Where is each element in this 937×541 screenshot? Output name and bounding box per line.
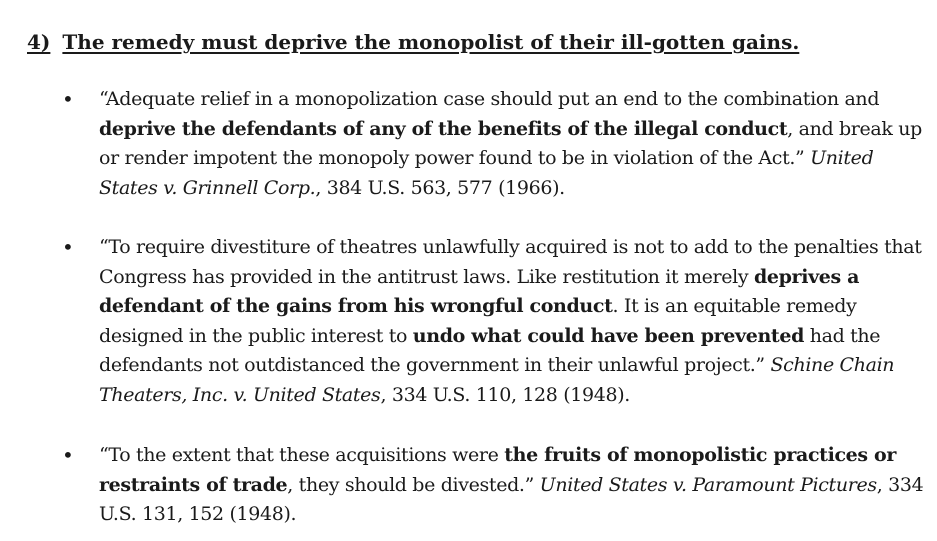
- case-name: United States v. Grinnell Corp.: [99, 147, 874, 199]
- quote-text-run: , and break up or render impotent the monopoly power found to be in violation of the Act.”: [99, 117, 922, 169]
- quote-text-run: . It is an equitable remedy designed in the public interest to: [99, 295, 857, 347]
- quote-emphasis: the fruits of monopolistic practices or restraints of trade: [99, 444, 897, 496]
- case-citation: , 334 U.S. 110, 128 (1948).: [380, 383, 630, 406]
- quote-text-run: “To require divestiture of theatres unlawfully acquired is not to add to the penalties that Congress has provided in the antitrust laws. Like restitution it merely: [99, 236, 922, 288]
- case-name: Schine Chain Theaters, Inc. v. United States: [99, 354, 895, 406]
- quote-text-run: “Adequate relief in a monopolization case should put an end to the combination and: [99, 88, 880, 110]
- quote-text: [99, 233, 925, 410]
- quote-text-run: had the defendants not outdistanced the government in their unlawful project.”: [99, 324, 881, 376]
- quote-text-run: “To the extent that these acquisitions were: [99, 444, 505, 466]
- bullet-icon: •: [62, 443, 74, 467]
- case-citation: , 334 U.S. 131, 152 (1948).: [99, 473, 924, 525]
- section-heading: [27, 28, 799, 56]
- section-number: 4): [27, 30, 51, 54]
- case-citation: , 384 U.S. 563, 577 (1966).: [315, 176, 565, 199]
- case-name: United States v. Paramount Pictures: [539, 473, 877, 496]
- bullet-icon: •: [62, 235, 74, 259]
- quote-emphasis: deprive the defendants of any of the benefits of the illegal conduct: [99, 117, 788, 140]
- quote-emphasis: undo what could have been prevented: [412, 324, 805, 347]
- quote-text-run: , they should be divested.”: [287, 473, 540, 496]
- quote-emphasis: deprives a defendant of the gains from his wrongful conduct: [99, 265, 860, 317]
- section-title: The remedy must deprive the monopolist of their ill-gotten gains.: [62, 30, 800, 54]
- quote-text: [99, 441, 925, 530]
- quote-text: [99, 85, 925, 203]
- bullet-icon: •: [62, 87, 74, 111]
